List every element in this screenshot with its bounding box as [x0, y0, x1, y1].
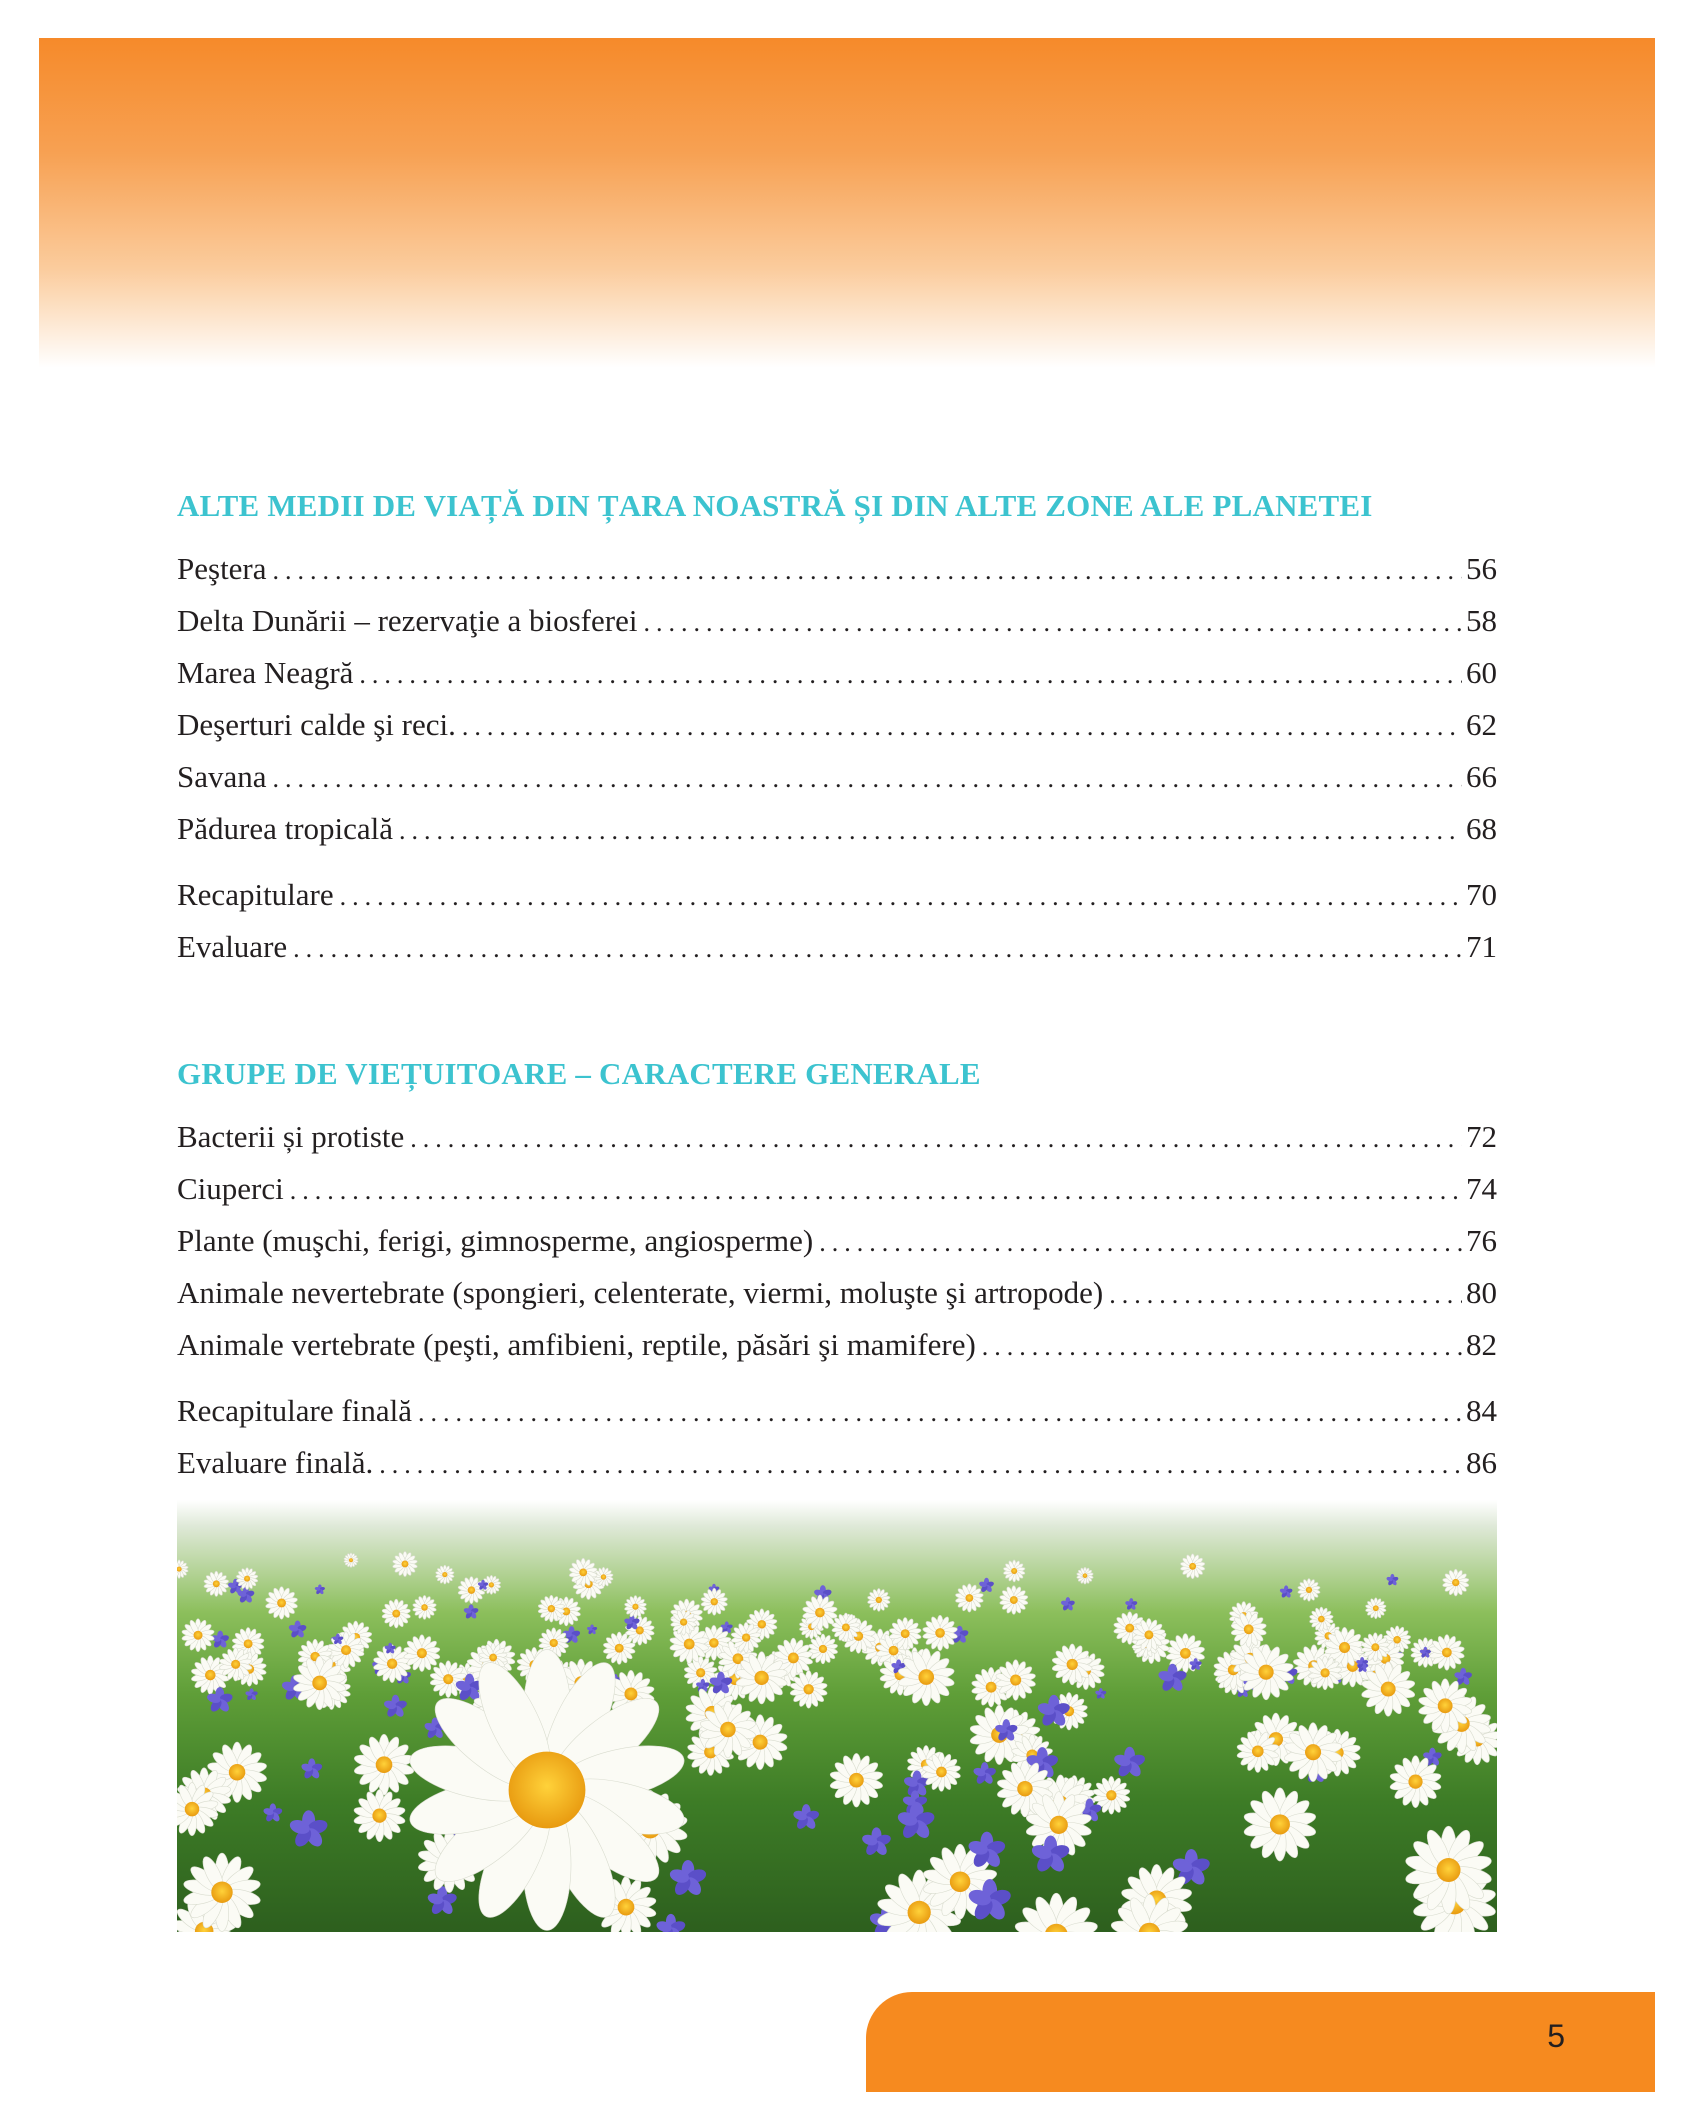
- entry-page: 58: [1466, 603, 1497, 638]
- dot-leader: [273, 546, 1462, 596]
- daisy-flower: [867, 1588, 890, 1611]
- dot-leader: [462, 702, 1462, 752]
- meadow-illustration: [177, 1500, 1497, 1932]
- daisy-flower: [1076, 1567, 1093, 1584]
- entry-label: Recapitulare finală: [177, 1393, 412, 1428]
- entry-page: 62: [1466, 707, 1497, 742]
- entry-label: Animale nevertebrate (spongieri, celenterate, viermi, moluşte şi artropode): [177, 1275, 1104, 1310]
- bellflower: [314, 1584, 325, 1595]
- toc-entry[interactable]: [177, 648, 1497, 700]
- toc-entry[interactable]: [177, 1216, 1497, 1268]
- bellflower: [1125, 1598, 1138, 1611]
- toc-entry[interactable]: [177, 700, 1497, 752]
- entry-page: 70: [1466, 877, 1497, 912]
- daisy-flower: [955, 1584, 984, 1612]
- header-gradient-band: [39, 38, 1655, 368]
- toc-entry-evaluation[interactable]: [177, 922, 1497, 974]
- dot-leader: [293, 924, 1462, 974]
- daisy-flower: [344, 1553, 359, 1567]
- page-number: 5: [1547, 2018, 1565, 2054]
- bellflower: [1060, 1597, 1075, 1611]
- toc-section-habitats: [177, 488, 1497, 974]
- dot-leader: [819, 1218, 1462, 1268]
- dot-leader: [340, 872, 1462, 922]
- entry-page: 76: [1466, 1223, 1497, 1258]
- toc-entry-final-evaluation[interactable]: [177, 1438, 1497, 1490]
- bellflower: [1095, 1688, 1107, 1700]
- bellflower: [792, 1804, 820, 1831]
- dot-leader: [643, 598, 1462, 648]
- daisy-field-photo: [177, 1500, 1497, 1932]
- entry-label: Ciuperci: [177, 1171, 284, 1206]
- daisy-flower: [412, 1595, 436, 1619]
- entry-label: Evaluare finală.: [177, 1445, 374, 1480]
- table-of-contents: [177, 488, 1497, 1490]
- daisy-flower: [1365, 1598, 1386, 1619]
- bellflower: [1279, 1585, 1293, 1598]
- toc-entry[interactable]: [177, 596, 1497, 648]
- entry-page: 60: [1466, 655, 1497, 690]
- toc-entry[interactable]: [177, 1320, 1497, 1372]
- toc-section-organisms: [177, 1056, 1497, 1490]
- dot-leader: [379, 1440, 1462, 1490]
- bellflower: [383, 1695, 408, 1719]
- entry-label: Marea Neagră: [177, 655, 354, 690]
- bellflower: [655, 1914, 687, 1932]
- daisy-flower: [382, 1599, 411, 1628]
- bellflower: [300, 1758, 323, 1780]
- daisy-flower: [999, 1586, 1028, 1615]
- toc-entry[interactable]: [177, 1112, 1497, 1164]
- daisy-flower: [204, 1571, 230, 1596]
- entry-label: Recapitulare: [177, 877, 334, 912]
- bellflower: [463, 1604, 479, 1619]
- daisy-flower: [1003, 1560, 1025, 1582]
- daisy-flower: [1243, 1788, 1317, 1861]
- bellflower: [245, 1688, 258, 1701]
- daisy-flower: [353, 1790, 406, 1842]
- entry-page: 71: [1466, 929, 1497, 964]
- bellflower: [263, 1803, 284, 1823]
- page-number-tab: [866, 1992, 1655, 2092]
- daisy-flower: [181, 1619, 214, 1652]
- bellflower: [1386, 1574, 1399, 1586]
- entry-page: 74: [1466, 1171, 1497, 1206]
- daisy-flower: [265, 1587, 298, 1619]
- bellflower: [668, 1860, 708, 1898]
- entry-label: Bacterii și protiste: [177, 1119, 405, 1154]
- bellflower: [288, 1810, 329, 1849]
- daisy-flower: [353, 1734, 415, 1795]
- entry-page: 82: [1466, 1327, 1497, 1362]
- daisy-flower: [458, 1577, 485, 1604]
- daisy-flower: [701, 1588, 728, 1615]
- entry-page: 68: [1466, 811, 1497, 846]
- dot-leader: [399, 806, 1462, 856]
- daisy-flower: [1180, 1554, 1205, 1579]
- bellflower: [972, 1762, 997, 1785]
- spacer: [177, 1372, 1497, 1386]
- section-title: GRUPE DE VIEȚUITOARE – CARACTERE GENERALE: [177, 1056, 981, 1091]
- daisy-flower: [829, 1753, 883, 1807]
- daisy-flower: [922, 1615, 958, 1650]
- dot-leader: [290, 1166, 1462, 1216]
- entry-label: Plante (muşchi, ferigi, gimnosperme, angiosperme): [177, 1223, 814, 1258]
- bellflower: [587, 1624, 598, 1635]
- toc-entry[interactable]: [177, 804, 1497, 856]
- entry-page: 66: [1466, 759, 1497, 794]
- spacer: [177, 856, 1497, 870]
- entry-page: 86: [1466, 1445, 1497, 1480]
- section-title: ALTE MEDII DE VIAȚĂ DIN ȚARA NOASTRĂ ȘI DIN ALTE ZONE ALE PLANETEI: [177, 488, 1373, 523]
- bellflower: [288, 1620, 307, 1638]
- toc-entry[interactable]: [177, 1164, 1497, 1216]
- entry-label: Savana: [177, 759, 267, 794]
- daisy-flower: [624, 1596, 647, 1618]
- entry-page: 72: [1466, 1119, 1497, 1154]
- entry-label: Animale vertebrate (peşti, amfibieni, reptile, păsări şi mamifere): [177, 1327, 976, 1362]
- daisy-flower: [1297, 1579, 1320, 1602]
- toc-entry-recap[interactable]: [177, 870, 1497, 922]
- dot-leader: [982, 1322, 1462, 1372]
- daisy-flower: [435, 1565, 454, 1584]
- dot-leader: [1109, 1270, 1462, 1320]
- bellflower: [896, 1803, 936, 1841]
- entry-label: Delta Dunării – rezervaţie a biosferei: [177, 603, 638, 638]
- daisy-flower: [1442, 1569, 1469, 1596]
- entry-label: Evaluare: [177, 929, 288, 964]
- dot-leader: [418, 1388, 1462, 1438]
- toc-entry-final-recap[interactable]: [177, 1386, 1497, 1438]
- dot-leader: [359, 650, 1462, 700]
- bellflower: [861, 1827, 892, 1857]
- toc-entry[interactable]: [177, 1268, 1497, 1320]
- toc-entry[interactable]: [177, 752, 1497, 804]
- toc-entry[interactable]: [177, 544, 1497, 596]
- dot-leader: [410, 1114, 1462, 1164]
- daisy-flower: [392, 1551, 418, 1576]
- entry-page: 84: [1466, 1393, 1497, 1428]
- entry-label: Deşerturi calde şi reci.: [177, 707, 456, 742]
- bellflower: [1113, 1747, 1147, 1779]
- daisy-flower: [1014, 1893, 1099, 1932]
- bellflower: [426, 1886, 458, 1916]
- dot-leader: [273, 754, 1462, 804]
- entry-page: 80: [1466, 1275, 1497, 1310]
- entry-page: 56: [1466, 551, 1497, 586]
- entry-label: Pădurea tropicală: [177, 811, 394, 846]
- daisy-flower: [1429, 1635, 1465, 1670]
- entry-label: Peştera: [177, 551, 267, 586]
- daisy-flower: [177, 1560, 188, 1579]
